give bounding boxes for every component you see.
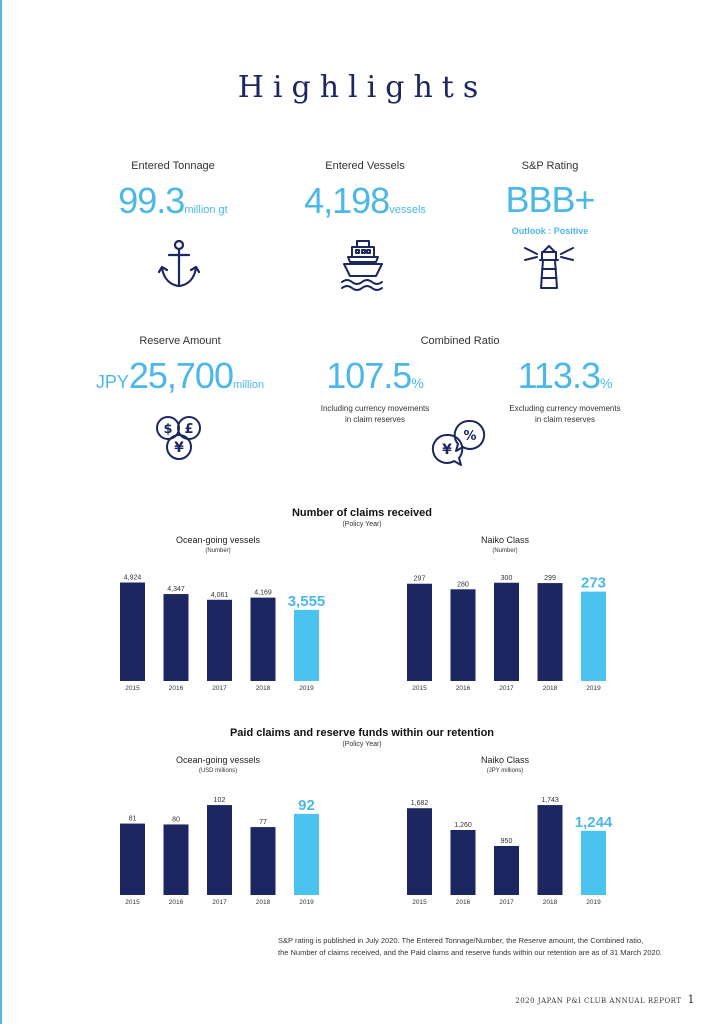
x-tick-label-2017: 2017	[212, 685, 227, 692]
combined-excl-value: 113.3	[517, 355, 600, 396]
footnote-line2: the Number of claims received, and the Paid claims and reserve funds within our retention are as of 31 March 2020.	[278, 948, 662, 957]
paid-ocean-going-chart	[110, 775, 330, 910]
x-tick-label-2019: 2019	[299, 899, 314, 906]
claims-ocean-going-chart	[110, 555, 330, 695]
combined-excl-figure	[490, 355, 640, 397]
chart-title: Ocean-going vessels	[175, 535, 261, 545]
edge-accent-bar	[0, 0, 2, 1024]
x-tick-label-2017: 2017	[499, 899, 514, 906]
x-tick-label-2018: 2018	[255, 685, 271, 692]
bar-2015	[120, 824, 145, 895]
chart-unit: (USD millions)	[198, 768, 238, 774]
svg-text:£: £	[184, 422, 194, 437]
bar-2018	[251, 598, 276, 681]
bar-2018	[251, 827, 276, 895]
x-tick-label-2016: 2016	[168, 685, 184, 692]
combined-excl-line1: Excluding currency movements	[509, 404, 621, 413]
x-tick-label-2019: 2019	[586, 685, 601, 692]
bar-2016	[451, 830, 476, 895]
tonnage-figure	[78, 180, 268, 222]
bar-2018	[538, 805, 563, 895]
x-tick-label-2019: 2019	[586, 899, 601, 906]
x-tick-label-2018: 2018	[542, 685, 558, 692]
combined-incl-unit: %	[411, 375, 424, 391]
reserve-label: Reserve Amount	[139, 335, 221, 347]
x-tick-label-2018: 2018	[542, 899, 558, 906]
reserve-prefix: JPY	[95, 372, 129, 392]
page-title: Highlights	[237, 70, 488, 105]
data-label-2019: 1,244	[574, 813, 613, 831]
data-label-2015: 1,682	[410, 800, 429, 808]
bar-2016	[164, 594, 189, 681]
vessels-label: Entered Vessels	[325, 160, 405, 172]
bar-2019	[581, 592, 606, 681]
chart-title: Naiko Class	[480, 535, 529, 545]
data-label-2015: 81	[128, 815, 137, 823]
bar-2018	[538, 583, 563, 681]
x-tick-label-2015: 2015	[125, 899, 140, 906]
rating-figure	[465, 179, 635, 221]
data-label-2016: 4,347	[167, 586, 185, 594]
data-label-2016: 1,260	[454, 821, 472, 829]
combined-excl-unit: %	[599, 375, 613, 391]
vessels-unit: vessels	[389, 204, 426, 216]
footnote-line1: S&P rating is published in July 2020. The Entered Tonnage/Number, the Reserve amount, the Combined ratio,	[278, 936, 644, 945]
bar-2016	[164, 824, 189, 895]
data-label-2017: 102	[213, 797, 226, 805]
data-label-2019: 3,555	[287, 592, 326, 610]
combined-ratio-label: Combined Ratio	[420, 335, 500, 347]
footer-text: 2020 JAPAN P&I CLUB ANNUAL REPORT	[515, 997, 682, 1005]
data-label-2018: 299	[544, 575, 556, 583]
tonnage-value: 99.3	[118, 180, 185, 221]
reserve-unit: million	[232, 379, 265, 391]
currency-coins-icon	[154, 413, 206, 465]
ship-icon	[340, 238, 386, 292]
page-footer	[515, 993, 695, 1006]
svg-text:¥: ¥	[174, 440, 184, 456]
chart-title: Ocean-going vessels	[175, 755, 261, 765]
claims-section-title: Number of claims received	[291, 507, 432, 519]
claims-naiko-chart	[397, 555, 617, 695]
reserve-value: 25,700	[128, 355, 233, 396]
bar-2017	[207, 600, 232, 681]
tonnage-unit: million gt	[184, 204, 228, 216]
data-label-2017: 950	[500, 837, 513, 845]
data-label-2016: 80	[172, 816, 180, 824]
bar-2019	[294, 814, 319, 895]
x-tick-label-2015: 2015	[412, 899, 427, 906]
vessels-figure	[270, 180, 460, 222]
x-tick-label-2017: 2017	[499, 685, 514, 692]
lighthouse-icon	[523, 242, 575, 290]
tonnage-label: Entered Tonnage	[131, 160, 215, 172]
footnote	[278, 935, 662, 959]
svg-text:¥: ¥	[442, 442, 452, 458]
vessels-value: 4,198	[304, 180, 390, 221]
reserve-figure	[70, 355, 290, 397]
data-label-2016: 280	[457, 581, 469, 589]
bar-2019	[581, 831, 606, 895]
combined-incl-value: 107.5	[326, 355, 412, 396]
chart-title: Naiko Class	[480, 755, 529, 765]
svg-text:%: %	[463, 429, 477, 444]
x-tick-label-2016: 2016	[168, 899, 184, 906]
bar-2016	[451, 589, 476, 681]
x-tick-label-2018: 2018	[255, 899, 271, 906]
bar-2015	[120, 583, 145, 681]
svg-text:$: $	[163, 422, 173, 437]
chart-unit: (Number)	[492, 548, 518, 554]
combined-incl-line2: in claim reserves	[344, 415, 405, 424]
paid-naiko-chart	[397, 775, 617, 910]
combined-excl-line2: in claim reserves	[534, 415, 595, 424]
x-tick-label-2017: 2017	[212, 899, 227, 906]
combined-incl-figure	[300, 355, 450, 397]
data-label-2019: 273	[580, 574, 607, 592]
rating-label: S&P Rating	[521, 160, 579, 172]
rating-outlook: Outlook : Positive	[511, 226, 589, 236]
anchor-icon	[157, 238, 201, 292]
paid-section-subtitle: (Policy Year)	[342, 741, 382, 748]
bar-2017	[207, 805, 232, 895]
rating-value: BBB+	[505, 179, 595, 220]
chart-unit: (JPY millions)	[486, 768, 524, 774]
bar-2015	[407, 584, 432, 681]
x-tick-label-2015: 2015	[125, 685, 140, 692]
data-label-2017: 4,061	[210, 591, 229, 599]
combined-incl-line1: Including currency movements	[320, 404, 430, 413]
bar-2019	[294, 610, 319, 681]
data-label-2018: 4,169	[254, 589, 272, 597]
ratio-speech-bubbles-icon	[428, 418, 490, 468]
data-label-2018: 1,743	[541, 797, 559, 805]
x-tick-label-2016: 2016	[455, 899, 471, 906]
bar-2017	[494, 583, 519, 681]
data-label-2017: 300	[500, 574, 513, 582]
data-label-2019: 92	[298, 796, 315, 814]
data-label-2015: 297	[413, 575, 426, 583]
x-tick-label-2019: 2019	[299, 685, 314, 692]
x-tick-label-2016: 2016	[455, 685, 471, 692]
data-label-2015: 4,924	[123, 574, 142, 582]
combined-excl-caption	[480, 403, 650, 425]
data-label-2018: 77	[259, 819, 267, 827]
x-tick-label-2015: 2015	[412, 685, 427, 692]
page-number: 1	[687, 993, 695, 1006]
bar-2015	[407, 808, 432, 895]
claims-section-subtitle: (Policy Year)	[342, 521, 382, 528]
paid-section-title: Paid claims and reserve funds within our retention	[229, 727, 495, 739]
bar-2017	[494, 846, 519, 895]
chart-unit: (Number)	[205, 548, 231, 554]
